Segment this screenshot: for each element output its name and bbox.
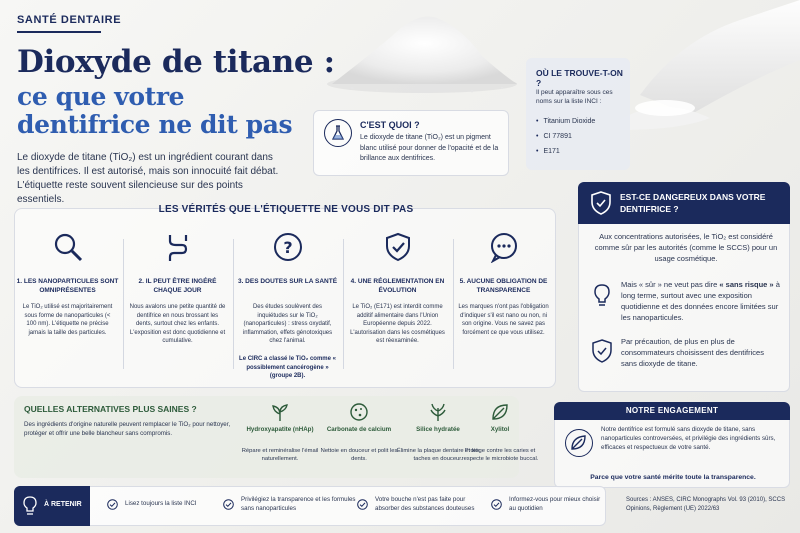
alternative-desc: Répare et reminéralise l'émail naturellement. <box>241 448 319 462</box>
shield-check-icon <box>591 339 613 363</box>
inci-list <box>536 118 626 163</box>
truth-heading: 5. AUCUNE OBLIGATION DE TRANSPARENCE <box>459 278 548 294</box>
truth-column <box>125 227 230 382</box>
definition-card <box>313 110 509 176</box>
inci-card <box>526 58 630 170</box>
danger-card <box>578 182 790 392</box>
page-title: Dioxyde de titane : <box>17 44 335 80</box>
takeaway-text: Lisez toujours la liste INCI <box>125 500 197 507</box>
truth-column <box>235 227 340 382</box>
intestine-icon <box>162 231 194 263</box>
alternative-name: Xylitol <box>490 426 510 433</box>
engagement-card <box>554 402 790 488</box>
stones-icon <box>349 402 369 422</box>
alternative-desc: Protège contre les caries et respecte le microbiote buccal. <box>461 448 539 462</box>
truth-column <box>451 227 556 382</box>
list-item: • E171 <box>536 148 626 155</box>
danger-precaution: Par précaution, de plus en plus de consommateurs choisissent des dentifrices sans dioxyde de titane. <box>621 337 764 368</box>
inci-title: OÙ LE TROUVE-T-ON ? <box>536 68 623 88</box>
takeaway-text: Privilégiez la transparence et les formules sans nanoparticules <box>241 496 356 512</box>
nuance-text-a: Mais « sûr » ne veut pas dire <box>621 280 718 289</box>
alternative-name: Carbonate de calcium <box>326 426 392 433</box>
check-circle-icon <box>107 499 118 510</box>
divider <box>17 31 101 33</box>
divider <box>343 239 344 369</box>
engagement-text: Notre dentifrice est formulé sans dioxyde de titane, sans nanoparticules controversées, et privilégie des ingrédients sûrs, efficaces et respectueux de votre santé. <box>601 426 776 451</box>
engagement-title: NOTRE ENGAGEMENT <box>625 406 719 415</box>
truth-column <box>345 227 450 382</box>
truth-column <box>15 227 120 382</box>
powder-illustration <box>322 6 522 94</box>
takeaway-label: À RETENIR <box>44 501 82 508</box>
toothpaste-tube-illustration <box>620 0 800 130</box>
sources-text: Sources : ANSES, CIRC Monographs Vol. 93 (2010), SCCS Opinions, Règlement (UE) 2022/63 <box>626 497 786 512</box>
danger-text: Aux concentrations autorisées, le TiO₂ est considéré comme sûr par les autorités (comme le SCCS) pour un usage cosmétique. <box>594 232 778 263</box>
check-circle-icon <box>357 499 368 510</box>
list-item: • Titanium Dioxide <box>536 118 626 125</box>
alternative-name: Silice hydratée <box>416 426 460 433</box>
flask-icon <box>324 119 352 147</box>
definition-text: Le dioxyde de titane (TiO₂) est un pigment blanc utilisé pour donner de l'opacité et de la brillance aux dentifrices. <box>360 134 499 162</box>
check-circle-icon <box>223 499 234 510</box>
check-circle-icon <box>491 499 502 510</box>
danger-title: EST-CE DANGEREUX DANS VOTRE DENTIFRICE ? <box>620 192 766 214</box>
svg-text:?: ? <box>283 238 293 257</box>
section-label: SANTÉ DENTAIRE <box>17 14 122 26</box>
lightbulb-icon <box>22 496 38 516</box>
alternatives-section <box>14 396 539 478</box>
engagement-header <box>554 402 790 420</box>
engagement-tagline: Parce que votre santé mérite toute la transparence. <box>590 474 756 481</box>
truth-body: Des études soulèvent des inquiétudes sur le TiO₂ (nanoparticules) : stress oxydatif, inflammation, effets génotoxiques chez l'animal. <box>242 304 333 344</box>
leaf-icon <box>490 402 510 422</box>
speech-bubble-icon <box>488 231 520 263</box>
truth-body: Les marques n'ont pas l'obligation d'indiquer s'il est nano ou non, ni son origine. Vous ne savez pas forcément ce que vous utilisez. <box>458 304 549 336</box>
truth-heading: 4. UNE RÉGLEMENTATION EN ÉVOLUTION <box>350 278 445 294</box>
page-subtitle: ce que votre dentifrice ne dit pas <box>17 82 293 139</box>
alternative-name: Hydroxyapatite (nHAp) <box>246 426 314 433</box>
magnifier-icon <box>52 231 84 263</box>
alternatives-text: Des ingrédients d'origine naturelle peuvent remplacer le TiO₂ pour nettoyer, protéger et offrir une belle blancheur sans compromis. <box>24 421 231 437</box>
alternatives-title: QUELLES ALTERNATIVES PLUS SAINES ? <box>24 404 197 414</box>
truths-section <box>14 204 556 388</box>
truth-heading: 1. LES NANOPARTICULES SONT OMNIPRÉSENTES <box>16 278 119 294</box>
divider <box>233 239 234 369</box>
nuance-text-c: à long terme, surtout avec une exposition quotidienne et des données encore limitées sur les nanoparticules. <box>621 280 780 322</box>
danger-nuance <box>621 279 781 323</box>
truth-heading: 3. DES DOUTES SUR LA SANTÉ <box>237 278 338 285</box>
divider <box>123 239 124 369</box>
truths-title: LES VÉRITÉS QUE L'ÉTIQUETTE NE VOUS DIT PAS <box>158 204 414 215</box>
question-shield-icon <box>272 231 304 263</box>
takeaway-text: Votre bouche n'est pas faite pour absorber des substances douteuses <box>375 496 475 512</box>
lightbulb-icon <box>591 283 613 307</box>
truth-body: Le TiO₂ (E171) est interdit comme additif alimentaire dans l'Union Européenne depuis 2022. L'autorisation dans les cosmétiques est réexaminée. <box>350 304 445 344</box>
truth-body: Nous avalons une petite quantité de dentifrice en nous brossant les dents, surtout chez les enfants. L'exposition est donc quotidienne et cumulative. <box>129 304 226 344</box>
leaf-icon <box>565 429 593 457</box>
intro-text: Le dioxyde de titane (TiO₂) est un ingrédient courant dans les dentifrices. Il est autorisé, mais son innocuité fait débat. L'étiquette reste souvent silencieuse sur des points essentiels. <box>17 152 279 205</box>
alternative-desc: Nettoie en douceur et polit les dents. <box>320 448 398 462</box>
takeaway-tag <box>14 486 90 526</box>
shield-check-icon <box>382 231 414 263</box>
takeaway-text: Informez-vous pour mieux choisir au quotidien <box>509 496 601 512</box>
truth-body: Le TiO₂ utilisé est majoritairement sous forme de nanoparticules (< 100 nm). L'étiquette ne précise jamais la taille des particules. <box>22 304 113 336</box>
leaves-icon <box>428 402 448 422</box>
truth-heading: 2. IL PEUT ÊTRE INGÉRÉ CHAQUE JOUR <box>138 278 217 294</box>
inci-text: Il peut apparaître sous ces noms sur la liste INCI : <box>536 89 613 105</box>
plant-icon <box>270 402 290 422</box>
danger-header <box>578 182 790 224</box>
shield-check-icon <box>590 191 612 215</box>
takeaway-bar <box>14 486 606 526</box>
alternative-desc: Élimine la plaque dentaire et les taches en douceur. <box>396 448 480 462</box>
definition-title: C'EST QUOI ? <box>360 120 420 130</box>
nuance-emphasis: « sans risque » <box>719 280 774 289</box>
list-item: • CI 77891 <box>536 133 626 140</box>
truth-highlight: Le CIRC a classé le TiO₂ comme « possiblement cancérogène » (groupe 2B). <box>239 356 336 379</box>
